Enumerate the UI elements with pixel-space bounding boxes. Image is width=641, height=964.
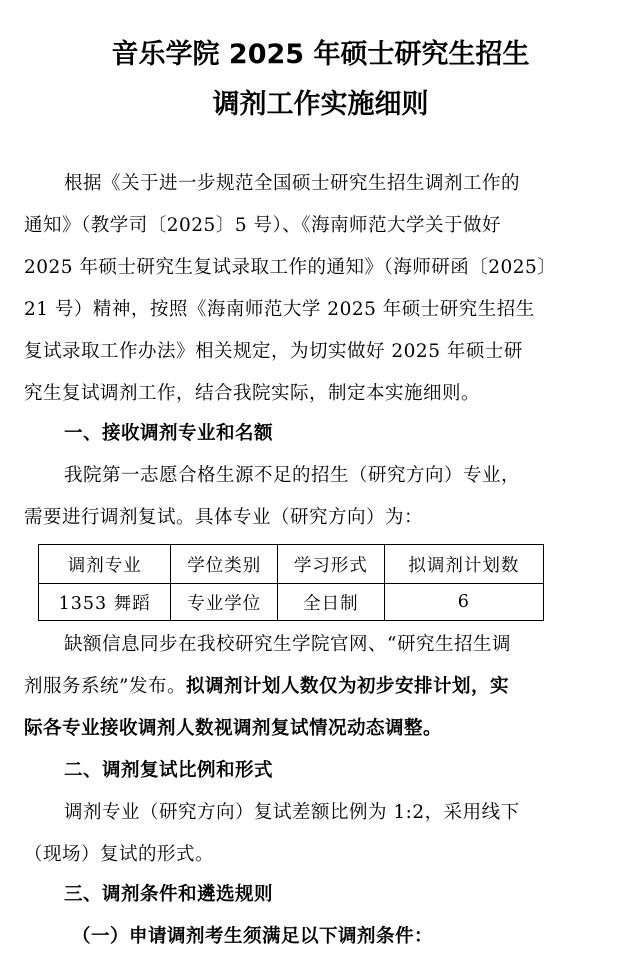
table-cell-study-mode: 全日制	[278, 584, 385, 621]
table-header-cell: 学习形式	[278, 545, 385, 584]
section-3-subheading: （一）申请调剂考生须满足以下调剂条件：	[72, 926, 434, 947]
table-row	[39, 584, 544, 621]
table-cell-plan-count: 6	[384, 584, 543, 621]
quota-table	[38, 544, 544, 621]
intro-line: 2025 年硕士研究生复试录取工作的通知》（海师研函〔2025〕	[24, 257, 557, 278]
intro-line: 通知》（教学司〔2025〕5 号）、《海南师范大学关于做好	[24, 215, 501, 236]
intro-paragraph	[24, 163, 584, 415]
section-3-heading-block	[24, 874, 584, 916]
section-2-heading-block	[24, 750, 584, 792]
section-1-line: 我院第一志愿合格生源不足的招生（研究方向）专业，	[64, 465, 521, 486]
intro-line: 21 号）精神，按照《海南师范大学 2025 年硕士研究生招生	[24, 299, 535, 320]
table-header-cell: 调剂专业	[39, 545, 171, 584]
section-3-heading: 三、调剂条件和遴选规则	[64, 884, 274, 905]
section-1-heading: 一、接收调剂专业和名额	[64, 423, 274, 444]
intro-line: 根据《关于进一步规范全国硕士研究生招生调剂工作的	[64, 173, 521, 194]
section-1-line: 需要进行调剂复试。具体专业（研究方向）为：	[24, 507, 424, 528]
section-2-paragraph	[24, 792, 584, 876]
table-header-cell: 拟调剂计划数	[384, 545, 543, 584]
section-1-paragraph	[24, 455, 584, 539]
after-table-line: 缺额信息同步在我校研究生学院官网、“研究生招生调	[64, 634, 511, 655]
table-cell-degree-type: 专业学位	[171, 584, 278, 621]
section-3-subheading-block	[24, 916, 584, 958]
document-title-line-1: 音乐学院 2025 年硕士研究生招生	[111, 39, 530, 70]
section-1-heading-block	[24, 413, 584, 455]
section-2-line: 调剂专业（研究方向）复试差额比例为 1:2，采用线下	[64, 802, 520, 823]
table-header-row	[39, 545, 544, 584]
section-2-heading: 二、调剂复试比例和形式	[64, 760, 274, 781]
intro-line: 究生复试调剂工作，结合我院实际，制定本实施细则。	[24, 383, 481, 404]
section-2-line: （现场）复试的形式。	[24, 844, 215, 865]
after-table-bold-line: 际各专业接收调剂人数视调剂复试情况动态调整。	[24, 718, 443, 739]
after-table-bold-text: 拟调剂计划人数仅为初步安排计划，实	[185, 676, 509, 697]
table-cell-major: 1353 舞蹈	[39, 584, 171, 621]
section-1-after-table-paragraph	[24, 624, 584, 750]
intro-line: 复试录取工作办法》相关规定，为切实做好 2025 年硕士研	[24, 341, 523, 362]
after-table-line	[24, 666, 584, 708]
after-table-text: 剂服务系统”发布。	[24, 676, 186, 697]
table-header-cell: 学位类别	[171, 545, 278, 584]
document-title-line-2: 调剂工作实施细则	[212, 89, 429, 120]
